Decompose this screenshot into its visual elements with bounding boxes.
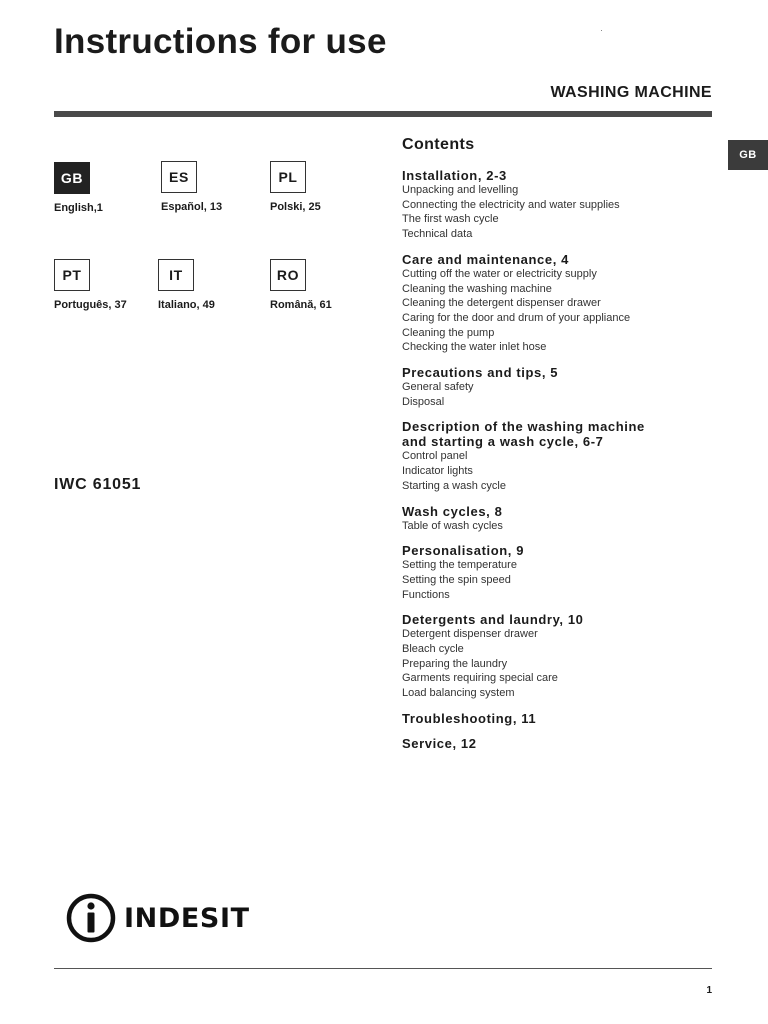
header-rule: [54, 111, 712, 117]
section-title[interactable]: Troubleshooting, 11: [402, 710, 537, 726]
language-code-box[interactable]: GB: [54, 162, 90, 194]
language-es[interactable]: [161, 161, 271, 213]
section-title[interactable]: Description of the washing machine: [402, 419, 645, 435]
section-item: Disposal: [402, 395, 445, 408]
section-item: Setting the temperature: [402, 559, 517, 572]
section-item: Cleaning the detergent dispenser drawer: [402, 297, 601, 310]
section-item: Table of wash cycles: [402, 519, 503, 532]
section-item: Detergent dispenser drawer: [402, 628, 538, 641]
scan-speck: [601, 30, 602, 31]
section-title[interactable]: Service, 12: [402, 735, 477, 751]
section-title[interactable]: Detergents and laundry, 10: [402, 612, 584, 628]
contents-list: [402, 136, 702, 761]
section-item: Cleaning the pump: [402, 326, 495, 339]
language-label: Português, 37: [54, 299, 127, 311]
section-item: General safety: [402, 381, 474, 394]
language-label: Italiano, 49: [158, 299, 215, 311]
section-item: Unpacking and levelling: [402, 184, 519, 196]
section-title[interactable]: Personalisation, 9: [402, 543, 525, 559]
language-label: Español, 13: [161, 201, 223, 213]
section-item: Functions: [402, 588, 450, 601]
contents-section: [402, 543, 702, 602]
section-item: Cutting off the water or electricity supply: [402, 267, 597, 280]
section-item: Technical data: [402, 228, 473, 241]
indesit-logo-icon: [66, 893, 116, 943]
section-item: Caring for the door and drum of your appliance: [402, 311, 631, 324]
brand-wordmark: INDESIT: [124, 902, 250, 934]
language-code-box[interactable]: IT: [158, 259, 194, 291]
contents-section: [402, 736, 702, 751]
language-pl[interactable]: [270, 161, 380, 213]
contents-section: [402, 612, 702, 701]
contents-heading: Contents: [402, 136, 475, 153]
language-code-box[interactable]: PL: [270, 161, 306, 193]
contents-section: [402, 252, 702, 355]
language-code-box[interactable]: ES: [161, 161, 197, 193]
product-type: WASHING MACHINE: [550, 84, 712, 101]
language-label: English,1: [54, 202, 103, 214]
contents-section: [402, 711, 702, 726]
language-code-box[interactable]: PT: [54, 259, 90, 291]
brand-logo: [66, 893, 250, 943]
section-item: Indicator lights: [402, 465, 473, 478]
section-title[interactable]: Installation, 2-3: [402, 168, 507, 183]
language-label: Polski, 25: [270, 201, 321, 213]
section-title[interactable]: Care and maintenance, 4: [402, 251, 569, 267]
section-item: Starting a wash cycle: [402, 479, 506, 492]
section-item: Load balancing system: [402, 687, 515, 700]
section-item: Connecting the electricity and water supplies: [402, 198, 620, 211]
contents-section: [402, 419, 702, 493]
language-side-tab[interactable]: GB: [728, 140, 768, 170]
contents-section: [402, 504, 702, 534]
language-ro[interactable]: [270, 259, 380, 311]
section-item: Checking the water inlet hose: [402, 341, 547, 354]
section-title[interactable]: Wash cycles, 8: [402, 503, 503, 519]
section-item: Control panel: [402, 450, 468, 463]
section-item: Cleaning the washing machine: [402, 282, 552, 295]
section-item: Preparing the laundry: [402, 657, 508, 670]
language-it[interactable]: [158, 259, 268, 311]
section-title[interactable]: and starting a wash cycle, 6-7: [402, 434, 604, 450]
model-number: IWC 61051: [54, 476, 142, 493]
section-item: Garments requiring special care: [402, 672, 558, 685]
language-pt[interactable]: [54, 259, 164, 311]
page-title: Instructions for use: [54, 22, 387, 61]
language-code-box[interactable]: RO: [270, 259, 306, 291]
section-item: The first wash cycle: [402, 213, 499, 226]
contents-section: [402, 168, 702, 242]
footer-rule: [54, 968, 712, 969]
language-label: Română, 61: [270, 299, 332, 311]
page-number: 1: [706, 985, 712, 996]
section-title[interactable]: Precautions and tips, 5: [402, 365, 559, 381]
contents-section: [402, 365, 702, 409]
language-gb[interactable]: [54, 162, 164, 214]
section-item: Bleach cycle: [402, 643, 464, 656]
section-item: Setting the spin speed: [402, 573, 511, 586]
